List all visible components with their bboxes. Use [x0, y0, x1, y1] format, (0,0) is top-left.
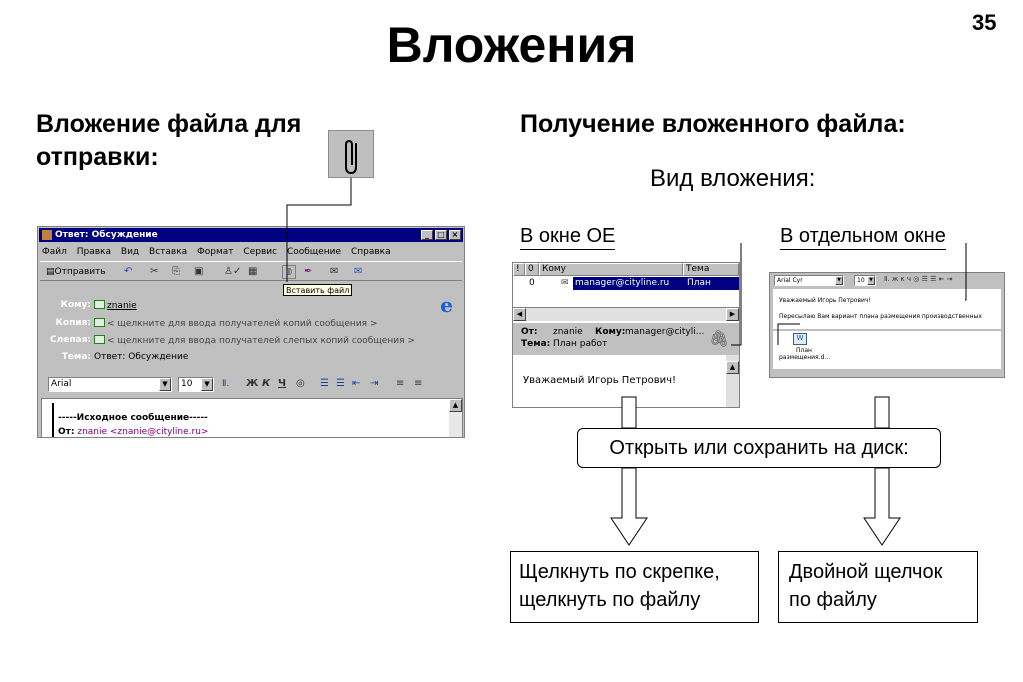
- menu-message[interactable]: Сообщение: [286, 247, 342, 257]
- view-caption: Вид вложения:: [650, 165, 816, 192]
- attachment-clip: 0: [529, 278, 535, 288]
- col-subject[interactable]: Тема: [683, 263, 739, 276]
- col-priority[interactable]: !: [513, 263, 525, 276]
- connector-att: [778, 324, 800, 345]
- menu-file[interactable]: Файл: [42, 247, 67, 257]
- scroll-left-icon[interactable]: ◀: [513, 308, 526, 321]
- preview-from-label: От:: [521, 327, 538, 337]
- preview-subject-value: План работ: [553, 339, 608, 349]
- scroll-up-icon[interactable]: ▲: [449, 399, 462, 412]
- label-oe-window: В окне ОЕ: [520, 225, 615, 250]
- option-double-click-box: Двойной щелчок по файлу: [778, 551, 978, 623]
- scroll-up-icon[interactable]: ▲: [726, 361, 739, 374]
- subject-field[interactable]: Ответ: Обсуждение: [94, 352, 189, 362]
- close-button[interactable]: ×: [449, 230, 461, 240]
- preview-greeting: Уважаемый Игорь Петрович!: [523, 375, 677, 386]
- paragraph-style-icon[interactable]: Ⅱ.: [222, 379, 230, 389]
- font-name: Arial Cyr: [777, 277, 803, 284]
- envelope-icon: ✉: [561, 278, 569, 288]
- attachment-name[interactable]: План размещения.d...: [779, 347, 831, 361]
- word-document-icon[interactable]: W: [793, 333, 807, 345]
- chevron-down-icon: ▼: [159, 378, 171, 391]
- body-separator: -----Исходное сообщение-----: [58, 413, 208, 423]
- body-greeting: Уважаемый Игорь Петрович!: [779, 297, 871, 304]
- to-label: Кому:: [60, 300, 91, 310]
- font-size: 10: [181, 379, 193, 389]
- chevron-down-icon: ▼: [201, 378, 213, 391]
- menu-edit[interactable]: Правка: [76, 247, 112, 257]
- cut-icon[interactable]: ✂: [150, 266, 159, 277]
- increase-indent-icon[interactable]: ⇥: [370, 378, 379, 389]
- attach-tooltip: Вставить файл: [283, 284, 352, 296]
- open-or-save-box: Открыть или сохранить на диск:: [577, 428, 941, 468]
- preview-subject-label: Тема:: [521, 339, 551, 349]
- col-attachment[interactable]: 0: [525, 263, 539, 276]
- send-label: Отправить: [54, 267, 106, 277]
- preview-to-label: Кому:: [595, 327, 626, 337]
- encrypt-icon[interactable]: ✉: [354, 266, 363, 277]
- preview-from-value: znanie: [553, 327, 583, 337]
- address-book-icon[interactable]: ▦: [248, 266, 258, 277]
- align-left-icon[interactable]: ≡: [396, 378, 405, 389]
- signature-icon[interactable]: ✒: [304, 266, 313, 277]
- to-value: znanie: [107, 301, 137, 311]
- maximize-button[interactable]: □: [435, 230, 447, 240]
- arrow-down-right: [864, 468, 900, 545]
- copy-icon[interactable]: ⎘: [172, 266, 180, 277]
- arrow-stem-left: [622, 397, 636, 428]
- menu-insert[interactable]: Вставка: [149, 247, 188, 257]
- minimize-button[interactable]: _: [421, 230, 433, 240]
- right-heading: Получение вложенного файла:: [520, 110, 906, 138]
- slide-title: Вложения: [386, 17, 637, 73]
- attach-file-button[interactable]: 𝟘: [282, 265, 296, 279]
- window-title: Ответ: Обсуждение: [55, 230, 158, 240]
- row-subject: План работ: [687, 278, 715, 301]
- row-to: manager@cityline.ru: [575, 278, 670, 288]
- bcc-value: < щелкните для ввода получателей слепых копий сообщения >: [107, 336, 415, 346]
- left-heading: Вложение файла для отправки:: [36, 110, 302, 171]
- menu-view[interactable]: Вид: [120, 247, 140, 257]
- preview-to-value: manager@cityli...: [625, 327, 705, 337]
- menu-format[interactable]: Формат: [197, 247, 234, 257]
- send-button[interactable]: ▤Отправить: [46, 267, 106, 277]
- arrow-stem-right: [875, 397, 889, 428]
- paperclip-icon[interactable]: 🖇: [709, 329, 730, 348]
- font-color-icon[interactable]: ◎: [296, 378, 305, 389]
- connector-attach: [287, 178, 351, 282]
- underline-button[interactable]: Ч: [278, 378, 287, 389]
- connector-separate: [965, 243, 966, 300]
- slide-number: 35: [972, 10, 997, 35]
- bullet-list-icon[interactable]: ☰: [336, 378, 345, 389]
- scroll-right-icon[interactable]: ▶: [726, 308, 739, 321]
- bold-button[interactable]: Ж: [246, 378, 259, 389]
- numbered-list-icon[interactable]: ☰: [320, 378, 329, 389]
- subject-label: Тема:: [61, 352, 91, 362]
- option-click-clip-box: Щелкнуть по скрепке, щелкнуть по файлу: [510, 551, 759, 623]
- paste-icon[interactable]: ▣: [194, 266, 204, 277]
- chevron-down-icon: ▼: [835, 276, 843, 285]
- chevron-down-icon: ▼: [867, 276, 875, 285]
- label-separate-window: В отдельном окне: [780, 225, 946, 250]
- bcc-label: Слепая:: [50, 335, 91, 345]
- cc-label: Копия:: [55, 318, 91, 328]
- check-names-icon[interactable]: ♙✓: [224, 266, 242, 277]
- arrow-down-left: [611, 468, 647, 545]
- undo-icon[interactable]: ↶: [124, 266, 133, 277]
- menu-help[interactable]: Справка: [350, 247, 391, 257]
- priority-icon[interactable]: ✉: [330, 266, 339, 277]
- align-center-icon[interactable]: ≡: [414, 378, 423, 389]
- menu-tools[interactable]: Сервис: [243, 247, 278, 257]
- ie-logo-icon: e: [440, 293, 453, 317]
- body-from: От: znanie <znanie@cityline.ru>: [58, 427, 209, 437]
- body-line: Пересылаю Вам вариант плана размещения производственных: [779, 313, 982, 320]
- font-name: Arial: [51, 379, 72, 389]
- decrease-indent-icon[interactable]: ⇤: [352, 378, 361, 389]
- connector-oe: [731, 243, 741, 345]
- col-to[interactable]: Кому: [539, 263, 683, 276]
- italic-button[interactable]: К: [262, 378, 271, 389]
- font-size: 10: [857, 277, 865, 284]
- cc-value: < щелкните для ввода получателей копий сообщения >: [107, 319, 378, 329]
- format-buttons-icon[interactable]: Ⅱ. ж к ч ◎ ☰ ☰ ⇤ ⇥: [884, 275, 953, 283]
